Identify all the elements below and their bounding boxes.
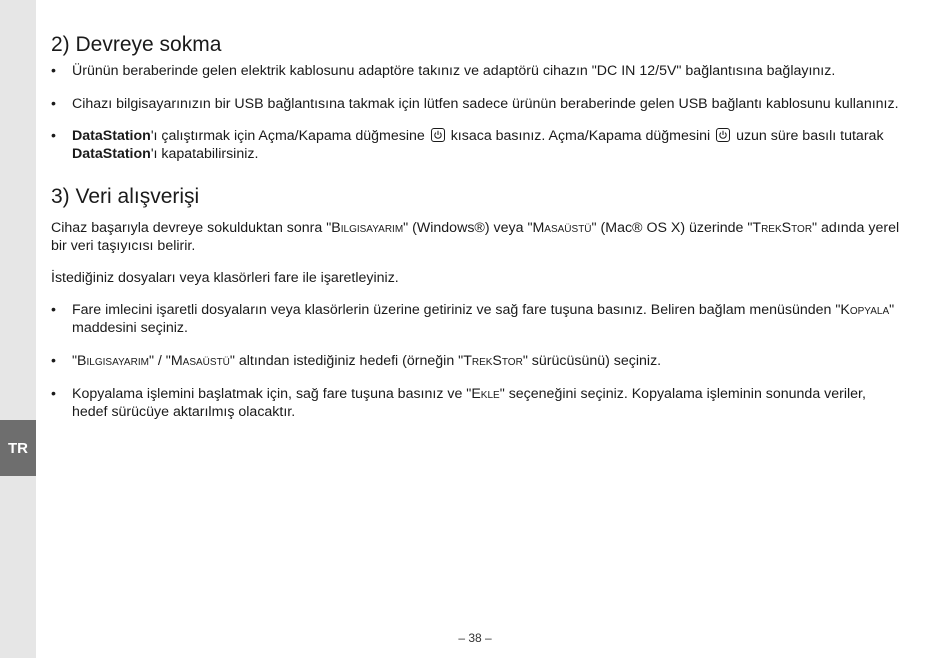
text-run: " (Mac® OS X) üzerinde " bbox=[591, 220, 753, 236]
ui-term: Bilgisayarım bbox=[77, 353, 149, 369]
text-run: Cihaz başarıyla devreye sokulduktan sonra " bbox=[51, 220, 332, 236]
page-number: – 38 – bbox=[458, 631, 492, 645]
list-item-text: Cihazı bilgisayarınızın bir USB bağlantısına takmak için lütfen sadece ürünün beraberinde gelen USB bağlantı kablosunu kullanınız. bbox=[72, 96, 899, 112]
list-item bbox=[51, 352, 903, 370]
section-3-intro-paragraph bbox=[51, 219, 903, 255]
text-run: uzun süre basılı tutarak bbox=[736, 128, 884, 144]
brand-name: DataStation bbox=[72, 128, 151, 144]
text-run: " seçeneğini seçiniz. Kopyalama işleminin sonunda veriler, hedef sürücüye aktarılmış olacaktır. bbox=[72, 386, 866, 420]
language-tab-label: TR bbox=[8, 439, 28, 457]
list-item bbox=[51, 95, 903, 113]
section-3-heading: 3) Veri alışverişi bbox=[51, 185, 200, 208]
power-icon bbox=[716, 128, 730, 142]
text-run: " maddesini seçiniz. bbox=[72, 302, 895, 336]
list-item bbox=[51, 385, 903, 421]
section-2-list bbox=[51, 62, 903, 163]
list-item bbox=[51, 301, 903, 337]
ui-term: Masaüstü bbox=[170, 353, 230, 369]
section-3-list bbox=[51, 301, 903, 421]
language-tab bbox=[0, 420, 36, 476]
text-run: kısaca basınız. Açma/Kapama düğmesini bbox=[450, 128, 711, 144]
page-content bbox=[51, 30, 903, 421]
text-run: " adında yerel bir veri taşıyıcısı belirir. bbox=[51, 220, 900, 254]
list-item bbox=[51, 127, 903, 163]
section-3-instruction-paragraph: İstediğiniz dosyaları veya klasörleri fare ile işaretleyiniz. bbox=[51, 270, 399, 286]
side-margin-strip bbox=[0, 0, 36, 658]
list-item-text: Ürünün beraberinde gelen elektrik kablosunu adaptöre takınız ve adaptörü cihazın "DC IN 12/5V" bağlantısına bağlayınız. bbox=[72, 63, 836, 79]
list-item bbox=[51, 62, 903, 80]
ui-term: Kopyala bbox=[840, 302, 890, 318]
section-2-heading: 2) Devreye sokma bbox=[51, 33, 222, 56]
text-run: 'ı kapatabilirsiniz. bbox=[150, 146, 259, 162]
ui-term: TrekStor bbox=[752, 220, 813, 236]
text-run: " (Windows®) veya " bbox=[403, 220, 533, 236]
ui-term: Ekle bbox=[471, 386, 500, 402]
ui-term: TrekStor bbox=[463, 353, 523, 369]
text-run: " bbox=[72, 353, 78, 369]
text-run: Fare imlecini işaretli dosyaların veya klasörlerin üzerine getiriniz ve sağ fare tuşuna basınız. Beliren bağlam menüsünden " bbox=[72, 302, 841, 318]
power-icon bbox=[431, 128, 445, 142]
ui-term: Masaüstü bbox=[532, 220, 592, 236]
brand-name: DataStation bbox=[72, 146, 151, 162]
text-run: " altından istediğiniz hedefi (örneğin " bbox=[229, 353, 464, 369]
text-run: 'ı çalıştırmak için Açma/Kapama düğmesine bbox=[150, 128, 425, 144]
ui-term: Bilgisayarım bbox=[331, 220, 404, 236]
text-run: Kopyalama işlemini başlatmak için, sağ fare tuşuna basınız ve " bbox=[72, 386, 472, 402]
text-run: " / " bbox=[148, 353, 171, 369]
text-run: " sürücüsünü) seçiniz. bbox=[522, 353, 662, 369]
